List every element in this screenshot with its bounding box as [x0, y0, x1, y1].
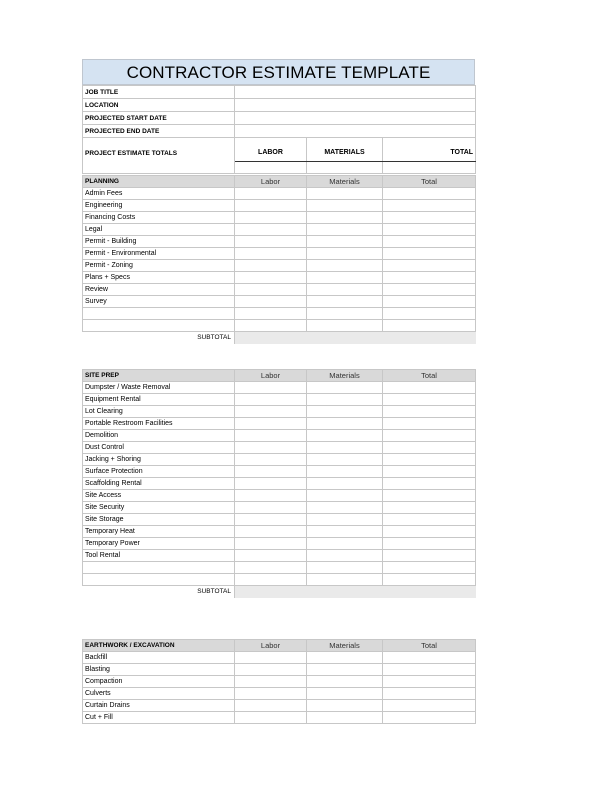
line-item-label [83, 308, 235, 320]
end-date-field[interactable] [235, 125, 476, 138]
materials-cell[interactable] [307, 712, 383, 724]
line-item-label: Tool Rental [83, 550, 235, 562]
subtotal-row [83, 332, 476, 344]
materials-cell[interactable] [307, 688, 383, 700]
materials-column-header: Materials [307, 640, 383, 652]
start-date-row [83, 112, 476, 125]
materials-cell[interactable] [307, 550, 383, 562]
job-title-row [83, 86, 476, 99]
line-item-label: Permit - Zoning [83, 260, 235, 272]
job-title-field[interactable] [235, 86, 476, 99]
materials-column-header: Materials [307, 176, 383, 188]
total-cell[interactable] [383, 688, 476, 700]
table-row [83, 308, 476, 320]
line-item-label: Dumpster / Waste Removal [83, 382, 235, 394]
table-row [83, 700, 476, 712]
estimate-totals-label: PROJECT ESTIMATE TOTALS [83, 138, 235, 174]
materials-cell[interactable] [307, 188, 383, 200]
materials-cell[interactable] [307, 454, 383, 466]
table-row [83, 442, 476, 454]
total-cell[interactable] [383, 224, 476, 236]
labor-cell[interactable] [235, 418, 307, 430]
line-item-label: Equipment Rental [83, 394, 235, 406]
line-item-label: Temporary Heat [83, 526, 235, 538]
materials-cell[interactable] [307, 382, 383, 394]
table-row [83, 260, 476, 272]
materials-cell[interactable] [307, 284, 383, 296]
labor-cell[interactable] [235, 296, 307, 308]
materials-cell[interactable] [307, 308, 383, 320]
labor-total-field[interactable] [235, 162, 307, 174]
section-title: PLANNING [83, 176, 235, 188]
materials-cell[interactable] [307, 296, 383, 308]
line-item-label [83, 562, 235, 574]
line-item-label: Financing Costs [83, 212, 235, 224]
labor-cell[interactable] [235, 430, 307, 442]
line-item-label: Compaction [83, 676, 235, 688]
total-cell[interactable] [383, 490, 476, 502]
labor-cell[interactable] [235, 466, 307, 478]
section-title: SITE PREP [83, 370, 235, 382]
materials-cell[interactable] [307, 538, 383, 550]
materials-cell[interactable] [307, 478, 383, 490]
total-column-header: Total [383, 176, 476, 188]
total-cell[interactable] [383, 394, 476, 406]
section-header-row [83, 640, 476, 652]
materials-cell[interactable] [307, 260, 383, 272]
line-item-label: Dust Control [83, 442, 235, 454]
line-item-label: Site Access [83, 490, 235, 502]
line-item-label: Scaffolding Rental [83, 478, 235, 490]
table-row [83, 382, 476, 394]
table-row [83, 550, 476, 562]
materials-column-header: Materials [307, 370, 383, 382]
labor-cell[interactable] [235, 394, 307, 406]
table-row [83, 224, 476, 236]
table-row [83, 212, 476, 224]
line-item-label: Lot Clearing [83, 406, 235, 418]
labor-cell[interactable] [235, 688, 307, 700]
labor-cell[interactable] [235, 224, 307, 236]
subtotal-field[interactable] [235, 586, 476, 598]
line-item-label: Site Storage [83, 514, 235, 526]
total-cell[interactable] [383, 454, 476, 466]
site-prep-section [82, 369, 476, 598]
table-row [83, 538, 476, 550]
total-cell[interactable] [383, 272, 476, 284]
labor-column-header: Labor [235, 640, 307, 652]
materials-cell[interactable] [307, 574, 383, 586]
table-row [83, 394, 476, 406]
line-item-label: Cut + Fill [83, 712, 235, 724]
line-item-label: Survey [83, 296, 235, 308]
page-title: CONTRACTOR ESTIMATE TEMPLATE [82, 59, 475, 85]
location-label: LOCATION [83, 99, 235, 112]
line-item-label [83, 320, 235, 332]
table-row [83, 562, 476, 574]
labor-cell[interactable] [235, 538, 307, 550]
section-header-row [83, 176, 476, 188]
table-row [83, 478, 476, 490]
materials-cell[interactable] [307, 442, 383, 454]
materials-cell[interactable] [307, 224, 383, 236]
labor-cell[interactable] [235, 382, 307, 394]
labor-cell[interactable] [235, 442, 307, 454]
line-item-label: Admin Fees [83, 188, 235, 200]
total-cell[interactable] [383, 676, 476, 688]
labor-cell[interactable] [235, 212, 307, 224]
labor-cell[interactable] [235, 562, 307, 574]
project-info-table [82, 85, 476, 174]
line-item-label: Blasting [83, 664, 235, 676]
labor-cell[interactable] [235, 700, 307, 712]
line-item-label: Jacking + Shoring [83, 454, 235, 466]
table-row [83, 430, 476, 442]
table-row [83, 676, 476, 688]
labor-cell[interactable] [235, 502, 307, 514]
line-item-label: Legal [83, 224, 235, 236]
total-column-header: Total [383, 370, 476, 382]
materials-cell[interactable] [307, 272, 383, 284]
labor-cell[interactable] [235, 652, 307, 664]
table-row [83, 188, 476, 200]
table-row [83, 526, 476, 538]
materials-cell[interactable] [307, 490, 383, 502]
total-cell[interactable] [383, 308, 476, 320]
materials-cell[interactable] [307, 514, 383, 526]
labor-cell[interactable] [235, 260, 307, 272]
total-cell[interactable] [383, 248, 476, 260]
total-cell[interactable] [383, 200, 476, 212]
labor-cell[interactable] [235, 200, 307, 212]
materials-cell[interactable] [307, 676, 383, 688]
labor-cell[interactable] [235, 526, 307, 538]
table-row [83, 248, 476, 260]
table-row [83, 712, 476, 724]
total-cell[interactable] [383, 664, 476, 676]
total-cell[interactable] [383, 382, 476, 394]
line-item-label: Plans + Specs [83, 272, 235, 284]
end-date-label: PROJECTED END DATE [83, 125, 235, 138]
table-row [83, 652, 476, 664]
end-date-row [83, 125, 476, 138]
location-row [83, 99, 476, 112]
labor-cell[interactable] [235, 490, 307, 502]
table-row [83, 200, 476, 212]
labor-cell[interactable] [235, 272, 307, 284]
total-cell[interactable] [383, 260, 476, 272]
total-cell[interactable] [383, 514, 476, 526]
materials-cell[interactable] [307, 652, 383, 664]
materials-total-field[interactable] [307, 162, 383, 174]
line-item-label: Backfill [83, 652, 235, 664]
labor-header: LABOR [235, 138, 307, 162]
table-row [83, 574, 476, 586]
materials-header: MATERIALS [307, 138, 383, 162]
labor-cell[interactable] [235, 308, 307, 320]
grand-total-field[interactable] [383, 162, 476, 174]
table-row [83, 664, 476, 676]
table-row [83, 272, 476, 284]
planning-section [82, 175, 476, 344]
labor-cell[interactable] [235, 320, 307, 332]
total-cell[interactable] [383, 550, 476, 562]
materials-cell[interactable] [307, 502, 383, 514]
materials-cell[interactable] [307, 526, 383, 538]
materials-cell[interactable] [307, 406, 383, 418]
total-cell[interactable] [383, 212, 476, 224]
labor-column-header: Labor [235, 176, 307, 188]
subtotal-label: SUBTOTAL [83, 586, 235, 598]
labor-cell[interactable] [235, 248, 307, 260]
table-row [83, 688, 476, 700]
table-row [83, 514, 476, 526]
labor-cell[interactable] [235, 676, 307, 688]
materials-cell[interactable] [307, 418, 383, 430]
line-item-label: Demolition [83, 430, 235, 442]
total-cell[interactable] [383, 418, 476, 430]
total-cell[interactable] [383, 296, 476, 308]
start-date-label: PROJECTED START DATE [83, 112, 235, 125]
labor-cell[interactable] [235, 664, 307, 676]
estimate-totals-header-row [83, 138, 476, 162]
earthwork-section [82, 639, 476, 724]
labor-cell[interactable] [235, 550, 307, 562]
total-cell[interactable] [383, 712, 476, 724]
total-cell[interactable] [383, 236, 476, 248]
labor-cell[interactable] [235, 236, 307, 248]
table-row [83, 236, 476, 248]
line-item-label: Site Security [83, 502, 235, 514]
line-item-label: Culverts [83, 688, 235, 700]
total-cell[interactable] [383, 502, 476, 514]
line-item-label: Review [83, 284, 235, 296]
materials-cell[interactable] [307, 236, 383, 248]
line-item-label: Permit - Building [83, 236, 235, 248]
table-row [83, 466, 476, 478]
total-cell[interactable] [383, 442, 476, 454]
total-cell[interactable] [383, 562, 476, 574]
section-title: EARTHWORK / EXCAVATION [83, 640, 235, 652]
labor-cell[interactable] [235, 188, 307, 200]
labor-cell[interactable] [235, 574, 307, 586]
line-item-label: Curtain Drains [83, 700, 235, 712]
table-row [83, 296, 476, 308]
total-cell[interactable] [383, 526, 476, 538]
materials-cell[interactable] [307, 430, 383, 442]
subtotal-row [83, 586, 476, 598]
labor-cell[interactable] [235, 514, 307, 526]
subtotal-label: SUBTOTAL [83, 332, 235, 344]
start-date-field[interactable] [235, 112, 476, 125]
subtotal-field[interactable] [235, 332, 476, 344]
table-row [83, 320, 476, 332]
total-cell[interactable] [383, 188, 476, 200]
labor-cell[interactable] [235, 406, 307, 418]
line-item-label: Temporary Power [83, 538, 235, 550]
table-row [83, 454, 476, 466]
materials-cell[interactable] [307, 466, 383, 478]
materials-cell[interactable] [307, 200, 383, 212]
total-column-header: Total [383, 640, 476, 652]
labor-column-header: Labor [235, 370, 307, 382]
table-row [83, 284, 476, 296]
line-item-label: Engineering [83, 200, 235, 212]
labor-cell[interactable] [235, 454, 307, 466]
labor-cell[interactable] [235, 712, 307, 724]
table-row [83, 502, 476, 514]
total-cell[interactable] [383, 700, 476, 712]
total-cell[interactable] [383, 406, 476, 418]
total-cell[interactable] [383, 652, 476, 664]
materials-cell[interactable] [307, 212, 383, 224]
line-item-label: Permit - Environmental [83, 248, 235, 260]
total-cell[interactable] [383, 466, 476, 478]
table-row [83, 418, 476, 430]
table-row [83, 490, 476, 502]
materials-cell[interactable] [307, 248, 383, 260]
materials-cell[interactable] [307, 562, 383, 574]
line-item-label [83, 574, 235, 586]
total-header: TOTAL [383, 138, 476, 162]
total-cell[interactable] [383, 574, 476, 586]
materials-cell[interactable] [307, 394, 383, 406]
total-cell[interactable] [383, 320, 476, 332]
labor-cell[interactable] [235, 284, 307, 296]
materials-cell[interactable] [307, 664, 383, 676]
labor-cell[interactable] [235, 478, 307, 490]
total-cell[interactable] [383, 430, 476, 442]
section-header-row [83, 370, 476, 382]
location-field[interactable] [235, 99, 476, 112]
table-row [83, 406, 476, 418]
line-item-label: Portable Restroom Facilities [83, 418, 235, 430]
line-item-label: Surface Protection [83, 466, 235, 478]
total-cell[interactable] [383, 284, 476, 296]
materials-cell[interactable] [307, 320, 383, 332]
total-cell[interactable] [383, 538, 476, 550]
total-cell[interactable] [383, 478, 476, 490]
job-title-label: JOB TITLE [83, 86, 235, 99]
materials-cell[interactable] [307, 700, 383, 712]
